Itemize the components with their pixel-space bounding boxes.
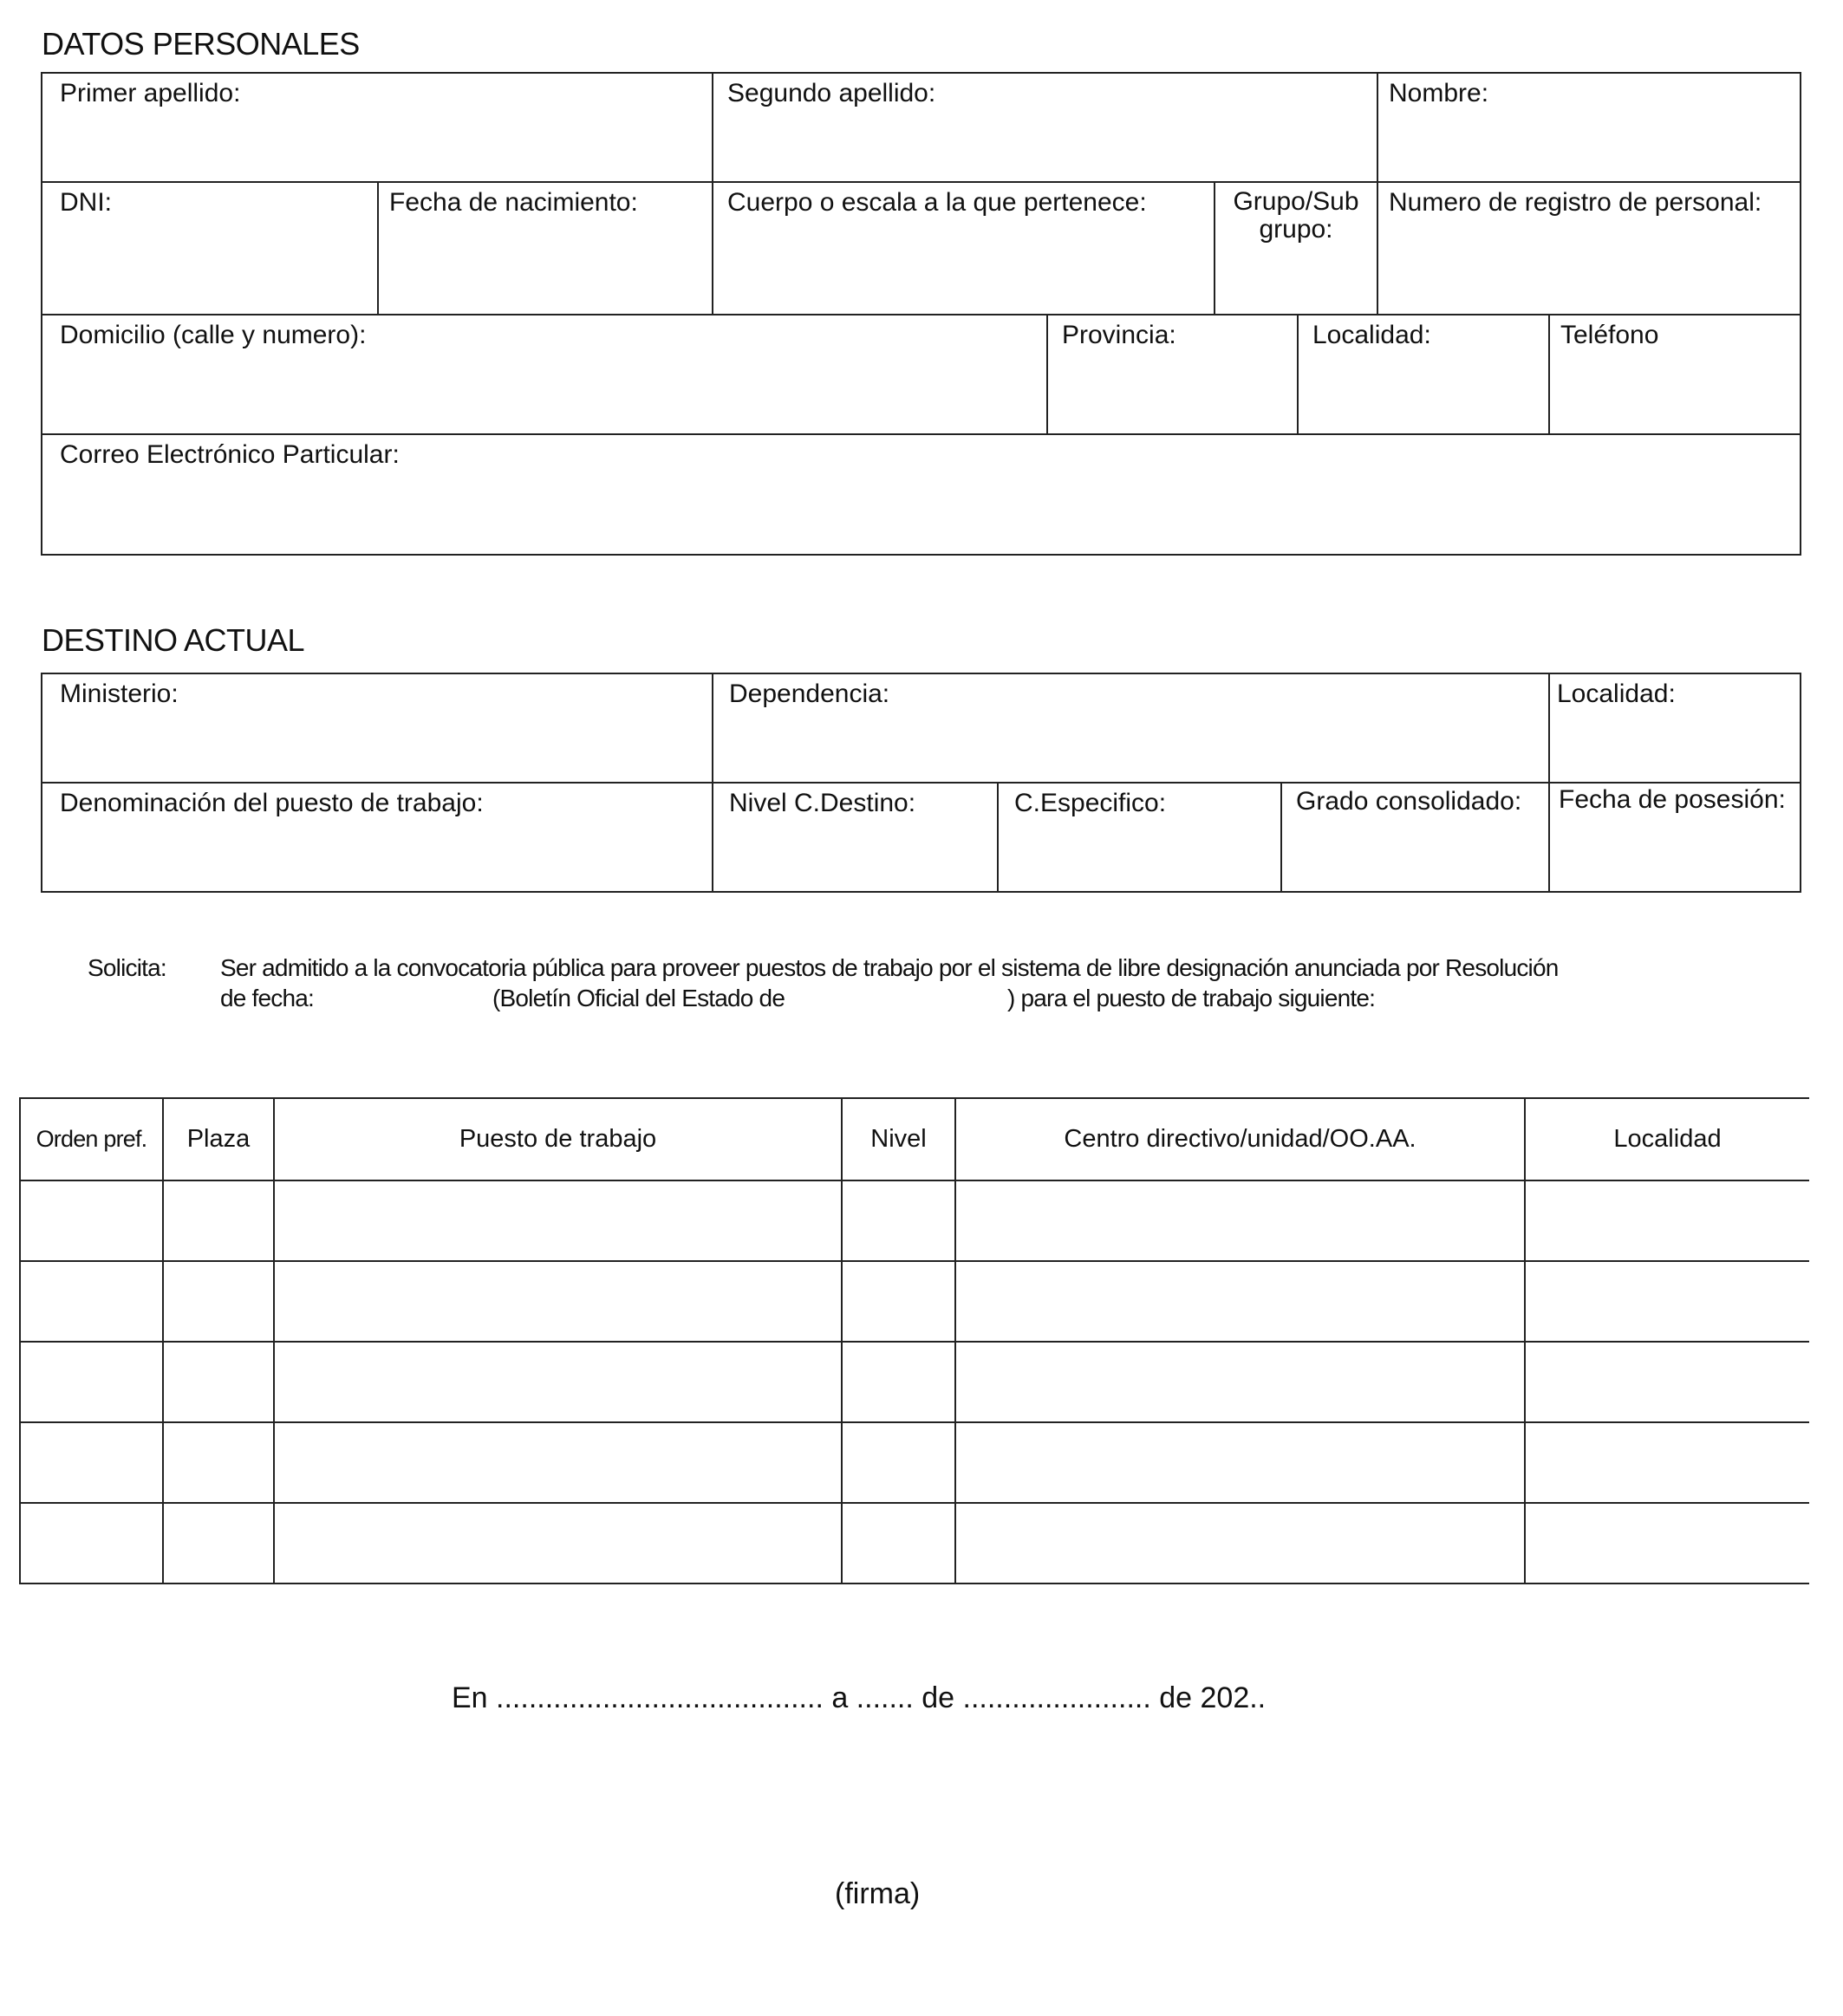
cell-nivel[interactable] xyxy=(842,1503,955,1584)
cell-localidad[interactable] xyxy=(1525,1342,1809,1422)
dni-label: DNI: xyxy=(60,188,112,217)
provincia-label: Provincia: xyxy=(1062,321,1176,349)
table-header-row xyxy=(20,1098,1809,1180)
row-puesto xyxy=(42,784,1800,891)
ministerio-label: Ministerio: xyxy=(60,680,179,708)
primer-apellido-field[interactable] xyxy=(42,74,713,181)
cell-puesto-trabajo[interactable] xyxy=(274,1422,842,1503)
solicita-puesto-label: ) para el puesto de trabajo siguiente: xyxy=(1007,985,1376,1011)
header-orden-pref: Orden pref. xyxy=(20,1098,163,1180)
grupo-label-line1: Grupo/Sub xyxy=(1233,187,1359,216)
fecha-posesion-label: Fecha de posesión: xyxy=(1559,785,1786,814)
segundo-apellido-label: Segundo apellido: xyxy=(727,79,936,107)
cuerpo-escala-label: Cuerpo o escala a la que pertenece: xyxy=(727,188,1147,217)
destino-actual-box xyxy=(41,673,1801,893)
header-nivel: Nivel xyxy=(842,1098,955,1180)
row-domicilio xyxy=(42,315,1800,435)
cell-puesto-trabajo[interactable] xyxy=(274,1342,842,1422)
cell-plaza[interactable] xyxy=(163,1342,274,1422)
nombre-field[interactable] xyxy=(1378,74,1800,181)
cuerpo-escala-field[interactable] xyxy=(713,183,1215,314)
solicita-line1: Ser admitido a la convocatoria pública para proveer puestos de trabajo por el sistema de libre designación anunciada por Resolución xyxy=(220,954,1559,981)
cell-plaza[interactable] xyxy=(163,1422,274,1503)
cell-orden-pref[interactable] xyxy=(20,1261,163,1342)
telefono-field[interactable] xyxy=(1550,315,1800,433)
destino-actual-title: DESTINO ACTUAL xyxy=(42,622,305,658)
table-row xyxy=(20,1261,1809,1342)
cell-localidad[interactable] xyxy=(1525,1503,1809,1584)
cell-centro-directivo[interactable] xyxy=(955,1342,1525,1422)
nivel-destino-field[interactable] xyxy=(713,784,999,891)
header-centro-directivo: Centro directivo/unidad/OO.AA. xyxy=(955,1098,1525,1180)
cell-centro-directivo[interactable] xyxy=(955,1422,1525,1503)
table-row xyxy=(20,1342,1809,1422)
fecha-nacimiento-label: Fecha de nacimiento: xyxy=(389,188,638,217)
primer-apellido-label: Primer apellido: xyxy=(60,79,241,107)
especifico-label: C.Especifico: xyxy=(1014,789,1167,817)
cell-orden-pref[interactable] xyxy=(20,1342,163,1422)
cell-nivel[interactable] xyxy=(842,1261,955,1342)
destino-localidad-label: Localidad: xyxy=(1557,680,1676,708)
fecha-nacimiento-field[interactable] xyxy=(379,183,713,314)
cell-nivel[interactable] xyxy=(842,1180,955,1261)
localidad-label: Localidad: xyxy=(1312,321,1431,349)
numero-registro-field[interactable] xyxy=(1378,183,1800,314)
cell-plaza[interactable] xyxy=(163,1503,274,1584)
cell-puesto-trabajo[interactable] xyxy=(274,1503,842,1584)
fecha-posesion-field[interactable] xyxy=(1550,784,1800,891)
datos-personales-title: DATOS PERSONALES xyxy=(42,26,360,62)
domicilio-label: Domicilio (calle y numero): xyxy=(60,321,367,349)
correo-field[interactable] xyxy=(42,435,1800,554)
cell-plaza[interactable] xyxy=(163,1180,274,1261)
cell-orden-pref[interactable] xyxy=(20,1503,163,1584)
grupo-field[interactable] xyxy=(1215,183,1378,314)
cell-plaza[interactable] xyxy=(163,1261,274,1342)
numero-registro-label: Numero de registro de personal: xyxy=(1389,188,1762,217)
cell-localidad[interactable] xyxy=(1525,1180,1809,1261)
cell-orden-pref[interactable] xyxy=(20,1422,163,1503)
nombre-label: Nombre: xyxy=(1389,79,1489,107)
destino-localidad-field[interactable] xyxy=(1550,674,1800,782)
firma-label: (firma) xyxy=(835,1877,921,1910)
dependencia-field[interactable] xyxy=(713,674,1550,782)
cell-centro-directivo[interactable] xyxy=(955,1180,1525,1261)
cell-localidad[interactable] xyxy=(1525,1261,1809,1342)
cell-puesto-trabajo[interactable] xyxy=(274,1180,842,1261)
grupo-label-line2: grupo: xyxy=(1259,214,1333,244)
localidad-field[interactable] xyxy=(1299,315,1550,433)
cell-nivel[interactable] xyxy=(842,1342,955,1422)
denominacion-field[interactable] xyxy=(42,784,713,891)
solicita-boletin-label: (Boletín Oficial del Estado de xyxy=(492,985,785,1011)
cell-orden-pref[interactable] xyxy=(20,1180,163,1261)
header-plaza: Plaza xyxy=(163,1098,274,1180)
row-correo xyxy=(42,435,1800,554)
dni-field[interactable] xyxy=(42,183,379,314)
place-date-line: En ........................................ a ....... de ....................... de 202.. xyxy=(452,1681,1267,1714)
header-localidad: Localidad xyxy=(1525,1098,1809,1180)
cell-nivel[interactable] xyxy=(842,1422,955,1503)
table-row xyxy=(20,1422,1809,1503)
solicita-fecha-label: de fecha: xyxy=(220,985,314,1011)
domicilio-field[interactable] xyxy=(42,315,1048,433)
grado-field[interactable] xyxy=(1282,784,1550,891)
especifico-field[interactable] xyxy=(999,784,1282,891)
dependencia-label: Dependencia: xyxy=(729,680,890,708)
table-row xyxy=(20,1503,1809,1584)
ministerio-field[interactable] xyxy=(42,674,713,782)
grado-label: Grado consolidado: xyxy=(1296,787,1522,816)
telefono-label: Teléfono xyxy=(1560,321,1659,349)
plazas-table xyxy=(19,1097,1809,1584)
row-nombre xyxy=(42,74,1800,183)
header-puesto-trabajo: Puesto de trabajo xyxy=(274,1098,842,1180)
segundo-apellido-field[interactable] xyxy=(713,74,1378,181)
cell-centro-directivo[interactable] xyxy=(955,1261,1525,1342)
nivel-destino-label: Nivel C.Destino: xyxy=(729,789,916,817)
cell-centro-directivo[interactable] xyxy=(955,1503,1525,1584)
cell-puesto-trabajo[interactable] xyxy=(274,1261,842,1342)
denominacion-label: Denominación del puesto de trabajo: xyxy=(60,789,484,817)
row-ministerio xyxy=(42,674,1800,784)
cell-localidad[interactable] xyxy=(1525,1422,1809,1503)
provincia-field[interactable] xyxy=(1048,315,1299,433)
solicita-label: Solicita: xyxy=(88,954,166,981)
row-identificacion xyxy=(42,183,1800,315)
datos-personales-box xyxy=(41,72,1801,556)
correo-label: Correo Electrónico Particular: xyxy=(60,440,400,469)
table-row xyxy=(20,1180,1809,1261)
